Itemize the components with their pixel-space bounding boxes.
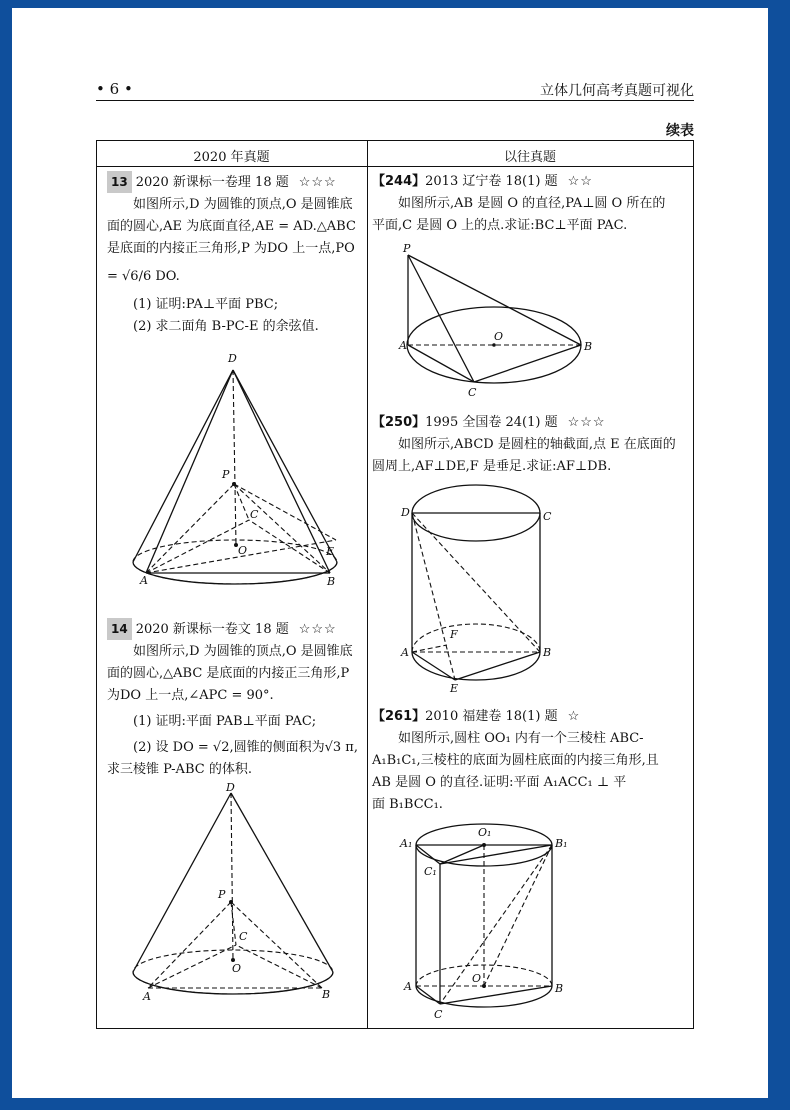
fig14-label-d: D — [226, 781, 235, 794]
fig261-label-o1: O₁ — [478, 826, 492, 839]
fig244-label-b: B — [584, 340, 593, 353]
fig250-label-d: D — [401, 506, 410, 519]
fig261-label-c: C — [434, 1008, 443, 1021]
difficulty-stars: ☆☆☆ — [298, 622, 337, 637]
problem-text-line: 如图所示,ABCD 是圆柱的轴截面,点 E 在底面的 — [398, 437, 676, 452]
problem-reference: 【261】 — [372, 709, 426, 724]
page-number: • 6 • — [96, 80, 133, 98]
fig261-label-b: B — [555, 982, 564, 995]
problem-part: (2) 求二面角 B-PC-E 的余弦值. — [133, 319, 319, 334]
fig244-label-p: P — [403, 242, 411, 255]
problem-text-line: 平面,C 是圆 O 上的点.求证:BC⊥平面 PAC. — [372, 218, 628, 233]
problem-text-line: 面的圆心,△ABC 是底面的内接正三角形,P — [107, 666, 350, 681]
problem-text-line: AB 是圆 O 的直径.证明:平面 A₁ACC₁ ⊥ 平 — [372, 775, 627, 790]
problem-number: 13 — [107, 171, 132, 193]
problem-part: (2) 设 DO = √2,圆锥的侧面积为√3 π, — [133, 740, 358, 755]
difficulty-stars: ☆☆☆ — [298, 175, 337, 190]
fig14-label-c: C — [239, 930, 248, 943]
fig261-label-b1: B₁ — [555, 837, 568, 850]
fig250-label-b: B — [543, 646, 552, 659]
fig250-label-f: F — [450, 628, 458, 641]
problem-source: 2013 辽宁卷 18(1) 题 — [425, 174, 558, 189]
fig14-label-a: A — [143, 990, 151, 1003]
fig261-label-a: A — [404, 980, 412, 993]
running-title: 立体几何高考真题可视化 — [540, 83, 694, 99]
fig250-label-e: E — [450, 682, 459, 695]
fig14-label-p: P — [218, 888, 226, 901]
fig13-label-p: P — [222, 468, 230, 481]
problem-text-line: 面 B₁BCC₁. — [372, 797, 443, 812]
column-header-past: 以往真题 — [503, 150, 556, 165]
problem-text-line: = √6/6 DO. — [107, 269, 180, 284]
problem-part: (1) 证明:PA⊥平面 PBC; — [133, 297, 279, 312]
difficulty-stars: ☆☆☆ — [567, 415, 606, 430]
problem-source: 2020 新课标一卷文 18 题 — [135, 622, 289, 637]
problem-text-line: 如图所示,D 为圆锥的顶点,O 是圆锥底 — [133, 644, 353, 659]
problem-source: 2010 福建卷 18(1) 题 — [425, 709, 558, 724]
fig244-label-c: C — [468, 386, 477, 399]
problem-source: 1995 全国卷 24(1) 题 — [425, 415, 558, 430]
fig244-label-a: A — [399, 339, 407, 352]
problem-part: (1) 证明:平面 PAB⊥平面 PAC; — [133, 714, 317, 729]
fig261-label-c1: C₁ — [424, 865, 437, 878]
fig14-label-o: O — [232, 962, 242, 975]
problem-text-line: 如图所示,AB 是圆 O 的直径,PA⊥圆 O 所在的 — [398, 196, 666, 211]
problem-reference: 【244】 — [372, 174, 426, 189]
continued-label: 续表 — [666, 123, 694, 139]
problem-text-line: 圆周上,AF⊥DE,F 是垂足.求证:AF⊥DB. — [372, 459, 612, 474]
fig13-label-b: B — [327, 575, 336, 588]
problem-number: 14 — [107, 618, 132, 640]
fig244-label-o: O — [494, 330, 504, 343]
fig250-label-a: A — [401, 646, 409, 659]
problem-part: 求三棱锥 P-ABC 的体积. — [107, 762, 252, 777]
problem-source: 2020 新课标一卷理 18 题 — [135, 175, 289, 190]
fig13-label-c: C — [250, 508, 259, 521]
fig14-label-b: B — [322, 988, 331, 1001]
difficulty-stars: ☆ — [567, 709, 581, 724]
problem-text-line: 如图所示,圆柱 OO₁ 内有一个三棱柱 ABC- — [398, 731, 644, 746]
problem-reference: 【250】 — [372, 415, 426, 430]
problem-text-line: 面的圆心,AE 为底面直径,AE = AD.△ABC — [107, 219, 356, 234]
fig261-label-o: O — [472, 972, 482, 985]
column-header-2020: 2020 年真题 — [193, 150, 270, 165]
problem-text-line: 是底面的内接正三角形,P 为DO 上一点,PO — [107, 241, 355, 256]
fig13-label-e: E — [326, 545, 335, 558]
fig13-label-a: A — [140, 574, 148, 587]
problem-text-line: A₁B₁C₁,三棱柱的底面为圆柱底面的内接三角形,且 — [372, 753, 659, 768]
problem-text-line: 如图所示,D 为圆锥的顶点,O 是圆锥底 — [133, 197, 353, 212]
fig250-label-c: C — [543, 510, 552, 523]
fig13-label-o: O — [238, 544, 248, 557]
difficulty-stars: ☆☆ — [567, 174, 593, 189]
problem-text-line: 为DO 上一点,∠APC = 90°. — [107, 688, 274, 703]
fig13-label-d: D — [228, 352, 237, 365]
fig261-label-a1: A₁ — [400, 837, 413, 850]
